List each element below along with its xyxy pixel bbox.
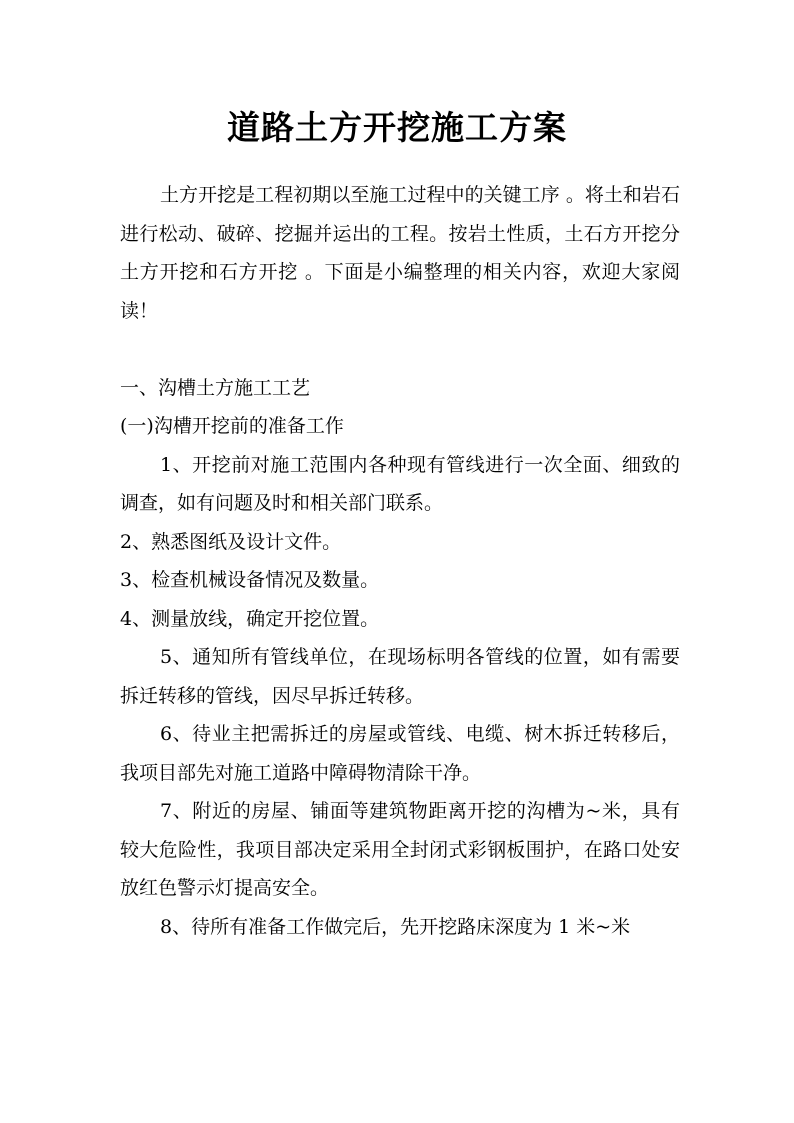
document-body <box>120 176 680 946</box>
section-heading: 一、沟槽土方施工工艺 <box>120 376 311 399</box>
list-item-7: 7、附近的房屋、铺面等建筑物距离开挖的沟槽为~米，具有较大危险性，我项目部决定采用全封闭式彩钢板围护，在路口处安放红色警示灯提高安全。 <box>120 800 680 899</box>
paragraph-spacer <box>120 330 680 369</box>
list-item-3: 3、检查机械设备情况及数量。 <box>120 569 380 591</box>
list-item-8: 8、待所有准备工作做完后，先开挖路床深度为 1 米~米 <box>160 915 631 938</box>
intro-paragraph: 土方开挖是工程初期以至施工过程中的关键工序 。将土和岩石进行松动、破碎、挖掘并运出的工程。按岩土性质，土石方开挖分土方开挖和石方开挖 。下面是小编整理的相关内容，欢迎大家阅读！ <box>120 184 680 322</box>
list-item-6: 6、待业主把需拆迁的房屋或管线、电缆、树木拆迁转移后，我项目部先对施工道路中障碍物清除干净。 <box>120 723 680 784</box>
subsection-heading: (一)沟槽开挖前的准备工作 <box>120 415 344 437</box>
list-item-4: 4、测量放线，确定开挖位置。 <box>120 607 380 630</box>
document-title: 道路土方开挖施工方案 <box>227 108 567 147</box>
list-item-2: 2、熟悉图纸及设计文件。 <box>120 530 342 553</box>
list-item-1: 1、开挖前对施工范围内各种现有管线进行一次全面、细致的调查，如有问题及时和相关部门联系。 <box>120 453 680 514</box>
list-item-5: 5、通知所有管线单位，在现场标明各管线的位置，如有需要拆迁转移的管线，因尽早拆迁转移。 <box>120 646 680 707</box>
